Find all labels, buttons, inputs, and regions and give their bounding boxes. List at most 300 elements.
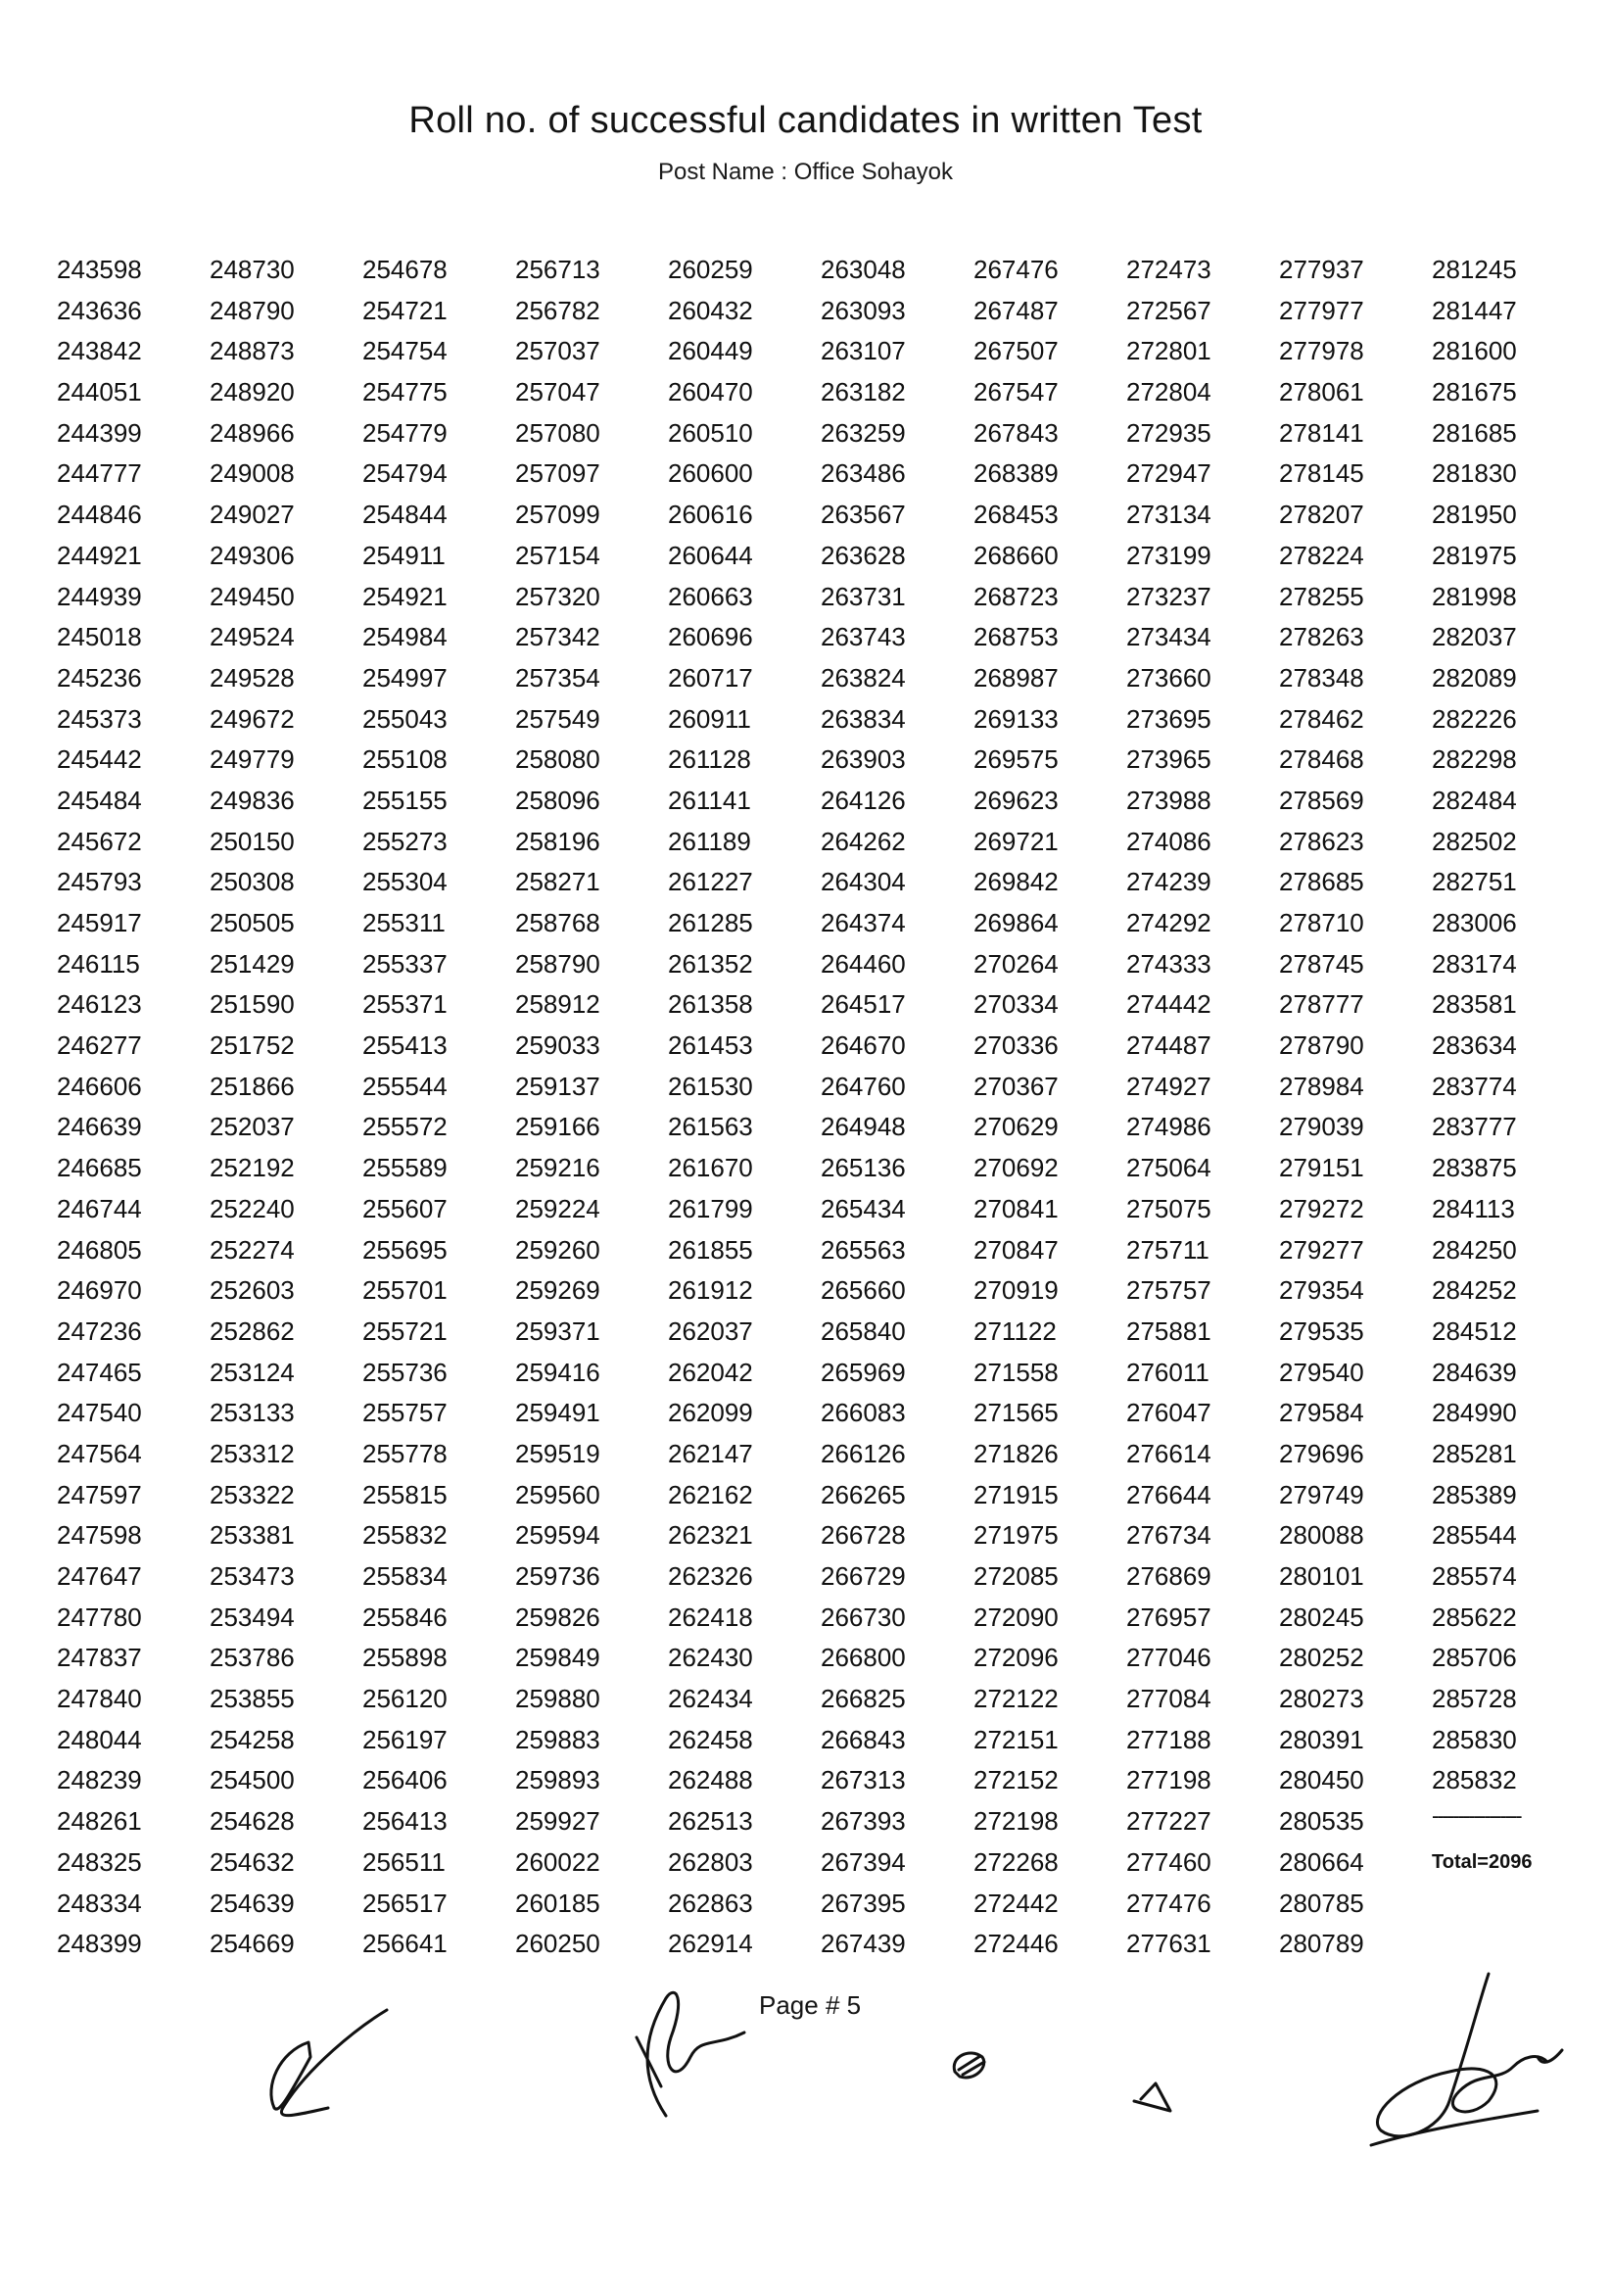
roll-column	[1279, 250, 1432, 1974]
roll-number: 259880	[515, 1684, 600, 1714]
roll-number: 263107	[821, 336, 906, 366]
roll-number: 255371	[362, 989, 448, 1020]
roll-number: 248730	[210, 255, 295, 284]
roll-number: 253786	[210, 1643, 295, 1673]
roll-number: 273988	[1126, 785, 1211, 815]
roll-column	[515, 250, 668, 1974]
roll-number: 272090	[973, 1602, 1059, 1632]
roll-number: 262488	[668, 1765, 753, 1795]
roll-number: 245672	[57, 826, 142, 856]
roll-number: 244939	[57, 581, 142, 611]
roll-number: 261358	[668, 989, 753, 1020]
roll-number: 281830	[1432, 458, 1517, 489]
roll-number: 270264	[973, 948, 1059, 979]
roll-number: 265434	[821, 1193, 906, 1223]
roll-number: 256517	[362, 1888, 448, 1918]
roll-number: 252274	[210, 1234, 295, 1265]
roll-number: 282502	[1432, 826, 1517, 856]
roll-number: 259826	[515, 1602, 600, 1632]
roll-number: 245442	[57, 744, 142, 775]
roll-number: 266825	[821, 1684, 906, 1714]
roll-number: 281998	[1432, 581, 1517, 611]
page-title: Roll no. of successful candidates in written Test	[408, 100, 1203, 141]
roll-number: 255846	[362, 1602, 448, 1632]
roll-number: 277084	[1126, 1684, 1211, 1714]
roll-number: 285706	[1432, 1643, 1517, 1673]
roll-number: 274239	[1126, 867, 1211, 897]
roll-number: 247780	[57, 1602, 142, 1632]
roll-number: 260470	[668, 377, 753, 407]
total-count: Total=2096	[1432, 1850, 1533, 1873]
roll-number: 281975	[1432, 540, 1517, 570]
roll-number: 268453	[973, 500, 1059, 530]
roll-number: 256120	[362, 1684, 448, 1714]
roll-number: 280785	[1279, 1888, 1364, 1918]
roll-number: 272446	[973, 1929, 1059, 1959]
roll-number: 271915	[973, 1479, 1059, 1509]
roll-number: 255815	[362, 1479, 448, 1509]
roll-number: 282298	[1432, 744, 1517, 775]
roll-number: 272801	[1126, 336, 1211, 366]
roll-number: 263834	[821, 703, 906, 734]
roll-number: 247540	[57, 1398, 142, 1428]
roll-number: 273134	[1126, 500, 1211, 530]
roll-number: 254628	[210, 1806, 295, 1837]
roll-number: 247840	[57, 1684, 142, 1714]
roll-number: 272122	[973, 1684, 1059, 1714]
roll-number: 257320	[515, 581, 600, 611]
roll-number: 257154	[515, 540, 600, 570]
roll-number: 259269	[515, 1275, 600, 1306]
roll-number: 261912	[668, 1275, 753, 1306]
roll-number: 249008	[210, 458, 295, 489]
roll-number: 255757	[362, 1398, 448, 1428]
roll-number: 260717	[668, 662, 753, 693]
roll-number: 246115	[57, 948, 140, 979]
roll-number: 282226	[1432, 703, 1517, 734]
roll-number: 259560	[515, 1479, 600, 1509]
roll-number: 272085	[973, 1561, 1059, 1591]
roll-number: 272152	[973, 1765, 1059, 1795]
roll-number: 279696	[1279, 1438, 1364, 1468]
roll-number: 267439	[821, 1929, 906, 1959]
roll-number: 264948	[821, 1112, 906, 1142]
roll-number: 274292	[1126, 908, 1211, 937]
roll-number: 277978	[1279, 336, 1364, 366]
roll-column	[821, 250, 973, 1974]
signature-5	[1342, 1964, 1577, 2160]
roll-number: 277937	[1279, 255, 1364, 284]
roll-number: 265660	[821, 1275, 906, 1306]
roll-number: 255544	[362, 1071, 448, 1101]
roll-number: 247465	[57, 1357, 142, 1387]
roll-number: 249528	[210, 662, 295, 693]
roll-number: 280245	[1279, 1602, 1364, 1632]
roll-number: 263093	[821, 295, 906, 325]
roll-number: 261227	[668, 867, 753, 897]
roll-number: 272804	[1126, 377, 1211, 407]
roll-number: 276644	[1126, 1479, 1211, 1509]
roll-number: 251752	[210, 1030, 295, 1061]
roll-number: 267393	[821, 1806, 906, 1837]
roll-number: 259033	[515, 1030, 600, 1061]
roll-number: 264126	[821, 785, 906, 815]
roll-number: 272096	[973, 1643, 1059, 1673]
roll-number: 259416	[515, 1357, 600, 1387]
roll-number: 254984	[362, 622, 448, 652]
roll-number: 279272	[1279, 1193, 1364, 1223]
roll-number: 262099	[668, 1398, 753, 1428]
roll-number: 282037	[1432, 622, 1517, 652]
roll-number: 258768	[515, 908, 600, 937]
roll-number: 284113	[1432, 1193, 1515, 1223]
roll-column	[1432, 250, 1585, 1974]
roll-number: 272268	[973, 1846, 1059, 1877]
roll-number: 274487	[1126, 1030, 1211, 1061]
roll-number: 249779	[210, 744, 295, 775]
roll-number: 274927	[1126, 1071, 1211, 1101]
roll-number: 258096	[515, 785, 600, 815]
roll-number: 260022	[515, 1846, 600, 1877]
roll-number: 278710	[1279, 908, 1364, 937]
roll-number: 248239	[57, 1765, 142, 1795]
roll-number: 276047	[1126, 1398, 1211, 1428]
roll-number: 270629	[973, 1112, 1059, 1142]
roll-number: 255701	[362, 1275, 448, 1306]
roll-number: 277046	[1126, 1643, 1211, 1673]
roll-number: 280101	[1279, 1561, 1364, 1591]
roll-number: 270919	[973, 1275, 1059, 1306]
roll-number: 245484	[57, 785, 142, 815]
roll-number: 280391	[1279, 1724, 1364, 1754]
roll-number: 273199	[1126, 540, 1211, 570]
roll-number: 278141	[1279, 417, 1364, 448]
roll-number: 270841	[973, 1193, 1059, 1223]
roll-number: 255155	[362, 785, 448, 815]
roll-number: 250505	[210, 908, 295, 937]
roll-number: 248873	[210, 336, 295, 366]
roll-number: 278777	[1279, 989, 1364, 1020]
roll-number: 261352	[668, 948, 753, 979]
roll-number: 257080	[515, 417, 600, 448]
roll-number: 246744	[57, 1193, 142, 1223]
roll-number: 260616	[668, 500, 753, 530]
roll-number: 261855	[668, 1234, 753, 1265]
roll-number: 262458	[668, 1724, 753, 1754]
roll-number: 256406	[362, 1765, 448, 1795]
roll-number: 259166	[515, 1112, 600, 1142]
roll-number: 285544	[1432, 1520, 1517, 1551]
roll-number: 253124	[210, 1357, 295, 1387]
roll-number: 246606	[57, 1071, 142, 1101]
roll-number: 277188	[1126, 1724, 1211, 1754]
roll-number: 267476	[973, 255, 1059, 284]
roll-number: 278623	[1279, 826, 1364, 856]
roll-number: 257099	[515, 500, 600, 530]
roll-number: 254921	[362, 581, 448, 611]
roll-number: 255311	[362, 908, 446, 937]
roll-number: 262147	[668, 1438, 753, 1468]
roll-number: 254911	[362, 540, 446, 570]
roll-number: 267313	[821, 1765, 906, 1795]
roll-number: 258790	[515, 948, 600, 979]
roll-number: 256641	[362, 1929, 448, 1959]
roll-number: 257037	[515, 336, 600, 366]
roll-number: 266265	[821, 1479, 906, 1509]
roll-number: 259491	[515, 1398, 600, 1428]
roll-number: 254794	[362, 458, 448, 489]
roll-number: 279535	[1279, 1315, 1364, 1346]
roll-number: 278224	[1279, 540, 1364, 570]
roll-number: 261530	[668, 1071, 753, 1101]
roll-number: 253322	[210, 1479, 295, 1509]
roll-number: 255273	[362, 826, 448, 856]
roll-number: 247236	[57, 1315, 142, 1346]
roll-number: 281447	[1432, 295, 1517, 325]
roll-number: 260432	[668, 295, 753, 325]
roll-number: 281675	[1432, 377, 1517, 407]
roll-number: 247837	[57, 1643, 142, 1673]
roll-number: 263048	[821, 255, 906, 284]
roll-number: 274333	[1126, 948, 1211, 979]
roll-number: 267394	[821, 1846, 906, 1877]
roll-number: 264670	[821, 1030, 906, 1061]
roll-number: 275881	[1126, 1315, 1211, 1346]
roll-number: 276614	[1126, 1438, 1211, 1468]
roll-number: 265563	[821, 1234, 906, 1265]
roll-number: 254754	[362, 336, 448, 366]
roll-number: 284512	[1432, 1315, 1517, 1346]
roll-number: 263259	[821, 417, 906, 448]
roll-number: 278462	[1279, 703, 1364, 734]
roll-number: 278061	[1279, 377, 1364, 407]
roll-number: 281950	[1432, 500, 1517, 530]
roll-number: 274442	[1126, 989, 1211, 1020]
roll-number: 278569	[1279, 785, 1364, 815]
roll-number: 278255	[1279, 581, 1364, 611]
roll-number: 247598	[57, 1520, 142, 1551]
roll-number: 259371	[515, 1315, 600, 1346]
roll-number: 252862	[210, 1315, 295, 1346]
roll-number: 247597	[57, 1479, 142, 1509]
roll-number: 262418	[668, 1602, 753, 1632]
roll-number: 276734	[1126, 1520, 1211, 1551]
roll-number: 264304	[821, 867, 906, 897]
roll-number: 277198	[1126, 1765, 1211, 1795]
roll-number: 279151	[1279, 1153, 1364, 1183]
roll-number: 254500	[210, 1765, 295, 1795]
roll-number: 280664	[1279, 1846, 1364, 1877]
roll-number: 245018	[57, 622, 142, 652]
roll-number: 283875	[1432, 1153, 1517, 1183]
roll-number: 272198	[973, 1806, 1059, 1837]
roll-number: 261128	[668, 744, 751, 775]
roll-number: 255832	[362, 1520, 448, 1551]
roll-number: 255589	[362, 1153, 448, 1183]
roll-column	[668, 250, 821, 1974]
roll-number: 243598	[57, 255, 142, 284]
roll-number: 273237	[1126, 581, 1211, 611]
roll-number: 273965	[1126, 744, 1211, 775]
signature-2	[617, 1979, 754, 2126]
roll-number: 265840	[821, 1315, 906, 1346]
roll-number: 248044	[57, 1724, 142, 1754]
roll-number: 285281	[1432, 1438, 1517, 1468]
roll-number: 278745	[1279, 948, 1364, 979]
roll-column	[1126, 250, 1279, 1974]
roll-number: 261453	[668, 1030, 753, 1061]
roll-number: 255337	[362, 948, 448, 979]
roll-number: 255304	[362, 867, 448, 897]
roll-number: 259927	[515, 1806, 600, 1837]
roll-number: 244846	[57, 500, 142, 530]
roll-number: 259519	[515, 1438, 600, 1468]
roll-number: 275064	[1126, 1153, 1211, 1183]
roll-number: 265136	[821, 1153, 906, 1183]
roll-number: 270336	[973, 1030, 1059, 1061]
roll-number: 285622	[1432, 1602, 1517, 1632]
roll-number: 252603	[210, 1275, 295, 1306]
roll-number: 271826	[973, 1438, 1059, 1468]
roll-number: 257047	[515, 377, 600, 407]
roll-number: 260911	[668, 703, 751, 734]
roll-number: 255721	[362, 1315, 448, 1346]
roll-number: 268660	[973, 540, 1059, 570]
roll-number: 256713	[515, 255, 600, 284]
roll-number: 259260	[515, 1234, 600, 1265]
roll-number: 267487	[973, 295, 1059, 325]
roll-number: 249306	[210, 540, 295, 570]
roll-number: 259137	[515, 1071, 600, 1101]
roll-number: 259883	[515, 1724, 600, 1754]
roll-number: 257549	[515, 703, 600, 734]
roll-number: 281685	[1432, 417, 1517, 448]
roll-number: 257342	[515, 622, 600, 652]
signature-1	[250, 1998, 406, 2126]
roll-number: 284252	[1432, 1275, 1517, 1306]
roll-number: 279354	[1279, 1275, 1364, 1306]
roll-number: 262037	[668, 1315, 753, 1346]
roll-number: 260600	[668, 458, 753, 489]
roll-number: 250150	[210, 826, 295, 856]
roll-number: 259893	[515, 1765, 600, 1795]
roll-number: 263182	[821, 377, 906, 407]
roll-number: 283581	[1432, 989, 1517, 1020]
total-separator: -----------------	[1432, 1803, 1521, 1829]
roll-number: 285389	[1432, 1479, 1517, 1509]
roll-number: 260449	[668, 336, 753, 366]
roll-number: 285832	[1432, 1765, 1517, 1795]
roll-number: 269721	[973, 826, 1059, 856]
roll-number: 275711	[1126, 1234, 1209, 1265]
roll-number: 279749	[1279, 1479, 1364, 1509]
roll-number: 285574	[1432, 1561, 1517, 1591]
roll-number: 261563	[668, 1112, 753, 1142]
roll-number: 266729	[821, 1561, 906, 1591]
roll-number: 251866	[210, 1071, 295, 1101]
roll-number: 269864	[973, 908, 1059, 937]
roll-number: 273660	[1126, 662, 1211, 693]
roll-number: 247564	[57, 1438, 142, 1468]
signature-4	[1126, 2072, 1185, 2116]
roll-number: 254678	[362, 255, 448, 284]
roll-number: 285830	[1432, 1724, 1517, 1754]
roll-number: 243636	[57, 295, 142, 325]
roll-number: 262326	[668, 1561, 753, 1591]
roll-number: 252240	[210, 1193, 295, 1223]
roll-number: 249450	[210, 581, 295, 611]
roll-number: 246123	[57, 989, 142, 1020]
roll-number: 255572	[362, 1112, 448, 1142]
roll-number: 259736	[515, 1561, 600, 1591]
roll-number: 262434	[668, 1684, 753, 1714]
roll-number: 253312	[210, 1438, 295, 1468]
roll-number: 254669	[210, 1929, 295, 1959]
roll-number: 262321	[668, 1520, 753, 1551]
roll-number: 285728	[1432, 1684, 1517, 1714]
post-name: Post Name : Office Sohayok	[657, 159, 954, 185]
roll-number: 272567	[1126, 295, 1211, 325]
roll-number: 273434	[1126, 622, 1211, 652]
roll-number: 262513	[668, 1806, 753, 1837]
roll-number: 254639	[210, 1888, 295, 1918]
roll-number: 284250	[1432, 1234, 1517, 1265]
roll-number: 249524	[210, 622, 295, 652]
roll-number: 255043	[362, 703, 448, 734]
roll-number: 260663	[668, 581, 753, 611]
roll-number: 261189	[668, 826, 751, 856]
roll-number: 278263	[1279, 622, 1364, 652]
roll-number: 284990	[1432, 1398, 1517, 1428]
roll-number: 254775	[362, 377, 448, 407]
roll-number: 249027	[210, 500, 295, 530]
roll-number: 275757	[1126, 1275, 1211, 1306]
roll-number: 262042	[668, 1357, 753, 1387]
roll-number: 264760	[821, 1071, 906, 1101]
roll-number: 282089	[1432, 662, 1517, 693]
roll-number: 255736	[362, 1357, 448, 1387]
roll-number: 266728	[821, 1520, 906, 1551]
roll-number: 268987	[973, 662, 1059, 693]
roll-number: 272442	[973, 1888, 1059, 1918]
roll-number: 277631	[1126, 1929, 1211, 1959]
roll-number: 259849	[515, 1643, 600, 1673]
roll-number: 264262	[821, 826, 906, 856]
page-number: Page # 5	[759, 1990, 862, 2020]
roll-number: 276957	[1126, 1602, 1211, 1632]
roll-column	[973, 250, 1126, 1974]
roll-number: 248325	[57, 1846, 142, 1877]
roll-number: 253381	[210, 1520, 295, 1551]
roll-number: 255898	[362, 1643, 448, 1673]
roll-number: 253473	[210, 1561, 295, 1591]
roll-number: 254779	[362, 417, 448, 448]
roll-number: 253494	[210, 1602, 295, 1632]
roll-number: 261285	[668, 908, 753, 937]
roll-number: 261141	[668, 785, 751, 815]
roll-number: 267395	[821, 1888, 906, 1918]
roll-number: 279584	[1279, 1398, 1364, 1428]
roll-number: 251590	[210, 989, 295, 1020]
roll-number: 258912	[515, 989, 600, 1020]
roll-number: 274986	[1126, 1112, 1211, 1142]
roll-number: 249672	[210, 703, 295, 734]
roll-number: 262430	[668, 1643, 753, 1673]
roll-number: 273695	[1126, 703, 1211, 734]
roll-number: 251429	[210, 948, 295, 979]
roll-number: 246639	[57, 1112, 142, 1142]
roll-number: 268723	[973, 581, 1059, 611]
